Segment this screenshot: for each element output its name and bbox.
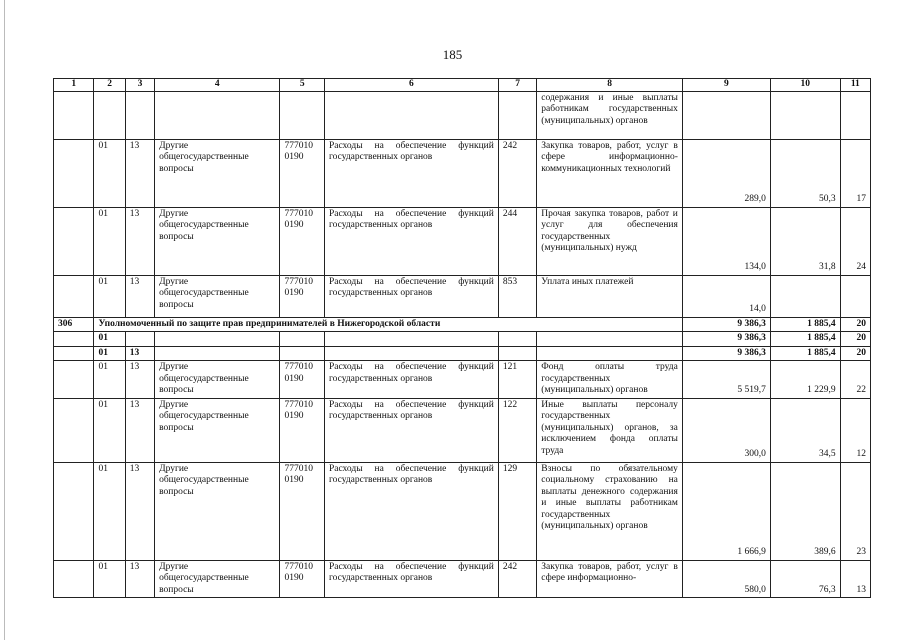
cell-target-article: 777010 0190 <box>280 560 324 598</box>
table-row <box>54 275 871 317</box>
cell-section: 01 <box>94 398 125 462</box>
table-row <box>54 560 871 598</box>
cell-section: 01 <box>94 207 125 275</box>
cell-article-name: Расходы на обеспечение функций государственных органов <box>324 207 498 275</box>
amount-actual <box>770 275 840 317</box>
cell-subsection: 13 <box>125 139 154 207</box>
cell-target-article: 777010 0190 <box>280 207 324 275</box>
cell-subsection-name <box>155 346 280 361</box>
amount-actual: 389,6 <box>770 462 840 560</box>
col-header-9: 9 <box>682 79 770 92</box>
cell-expense-type-name: Закупка товаров, работ, услуг в сфере информационно- <box>537 560 683 598</box>
amount-plan: 9 386,3 <box>682 332 770 347</box>
cell-subsection-name: Другие общегосударственные вопросы <box>155 462 280 560</box>
cell-expense-type: 242 <box>498 560 536 598</box>
cell-expense-type-name: Уплата иных платежей <box>537 275 683 317</box>
amount-actual: 76,3 <box>770 560 840 598</box>
col-header-8: 8 <box>537 79 683 92</box>
table-row <box>54 91 871 139</box>
cell-section <box>94 91 125 139</box>
col-header-2: 2 <box>94 79 125 92</box>
amount-plan: 14,0 <box>682 275 770 317</box>
col-header-1: 1 <box>54 79 94 92</box>
cell-section: 01 <box>94 275 125 317</box>
col-header-6: 6 <box>324 79 498 92</box>
cell-code <box>54 275 94 317</box>
cell-section: 01 <box>94 560 125 598</box>
cell-target-article: 777010 0190 <box>280 361 324 399</box>
cell-code <box>54 207 94 275</box>
cell-code <box>54 91 94 139</box>
cell-target-article <box>280 346 324 361</box>
cell-subsection: 13 <box>125 560 154 598</box>
cell-subsection-name <box>155 91 280 139</box>
cell-expense-type: 242 <box>498 139 536 207</box>
cell-code <box>54 398 94 462</box>
percent-complete: 24 <box>840 207 870 275</box>
cell-code <box>54 361 94 399</box>
cell-subsection-name: Другие общегосударственные вопросы <box>155 275 280 317</box>
col-header-11: 11 <box>840 79 870 92</box>
section-row <box>54 317 871 332</box>
cell-expense-type: 121 <box>498 361 536 399</box>
cell-article-name <box>324 346 498 361</box>
cell-subsection: 13 <box>125 207 154 275</box>
section-title: Уполномоченный по защите прав предпринимателей в Нижегородской области <box>94 317 682 332</box>
amount-plan <box>682 91 770 139</box>
table-row <box>54 361 871 399</box>
percent-complete <box>840 91 870 139</box>
cell-target-article: 777010 0190 <box>280 398 324 462</box>
cell-subsection-name: Другие общегосударственные вопросы <box>155 139 280 207</box>
percent-complete: 20 <box>840 346 870 361</box>
amount-actual: 1 885,4 <box>770 346 840 361</box>
col-header-3: 3 <box>125 79 154 92</box>
cell-expense-type-name <box>537 332 683 347</box>
cell-expense-type <box>498 332 536 347</box>
amount-actual: 1 885,4 <box>770 317 840 332</box>
cell-subsection-name: Другие общегосударственные вопросы <box>155 398 280 462</box>
budget-table <box>53 78 871 598</box>
amount-actual: 31,8 <box>770 207 840 275</box>
cell-expense-type: 122 <box>498 398 536 462</box>
cell-code <box>54 332 94 347</box>
cell-expense-type-name <box>537 346 683 361</box>
percent-complete: 20 <box>840 332 870 347</box>
cell-expense-type <box>498 91 536 139</box>
amount-actual: 1 229,9 <box>770 361 840 399</box>
header-row <box>54 79 871 92</box>
cell-section: 01 <box>94 361 125 399</box>
cell-subsection <box>125 91 154 139</box>
cell-subsection: 13 <box>125 398 154 462</box>
cell-code <box>54 139 94 207</box>
cell-expense-type-name: Закупка товаров, работ, услуг в сфере информационно-коммуникационных технологий <box>537 139 683 207</box>
cell-expense-type: 853 <box>498 275 536 317</box>
amount-actual: 1 885,4 <box>770 332 840 347</box>
amount-plan: 9 386,3 <box>682 346 770 361</box>
cell-expense-type-name: Иные выплаты персоналу государственных (муниципальных) органов, за исключением фонда оплаты труда <box>537 398 683 462</box>
amount-actual: 50,3 <box>770 139 840 207</box>
col-header-7: 7 <box>498 79 536 92</box>
cell-section: 01 <box>94 346 125 361</box>
cell-subsection: 13 <box>125 361 154 399</box>
cell-section: 01 <box>94 139 125 207</box>
table-row <box>54 462 871 560</box>
amount-actual: 34,5 <box>770 398 840 462</box>
cell-expense-type: 129 <box>498 462 536 560</box>
percent-complete: 17 <box>840 139 870 207</box>
cell-article-name <box>324 91 498 139</box>
cell-article-name <box>324 332 498 347</box>
cell-subsection-name <box>155 332 280 347</box>
amount-plan: 134,0 <box>682 207 770 275</box>
cell-expense-type-name: Фонд оплаты труда государственных (муниципальных) органов <box>537 361 683 399</box>
table-row <box>54 207 871 275</box>
cell-target-article <box>280 332 324 347</box>
percent-complete: 13 <box>840 560 870 598</box>
cell-expense-type: 244 <box>498 207 536 275</box>
table-row <box>54 346 871 361</box>
col-header-10: 10 <box>770 79 840 92</box>
cell-target-article: 777010 0190 <box>280 139 324 207</box>
cell-article-name: Расходы на обеспечение функций государственных органов <box>324 275 498 317</box>
cell-section: 01 <box>94 332 125 347</box>
amount-plan: 580,0 <box>682 560 770 598</box>
cell-expense-type-name: Прочая закупка товаров, работ и услуг для обеспечения государственных (муниципальных) нужд <box>537 207 683 275</box>
cell-expense-type <box>498 346 536 361</box>
cell-article-name: Расходы на обеспечение функций государственных органов <box>324 398 498 462</box>
cell-section: 01 <box>94 462 125 560</box>
cell-code <box>54 346 94 361</box>
percent-complete: 23 <box>840 462 870 560</box>
section-code: 306 <box>54 317 94 332</box>
cell-article-name: Расходы на обеспечение функций государственных органов <box>324 560 498 598</box>
cell-target-article: 777010 0190 <box>280 462 324 560</box>
page-edge-line <box>4 0 5 640</box>
col-header-5: 5 <box>280 79 324 92</box>
percent-complete <box>840 275 870 317</box>
cell-article-name: Расходы на обеспечение функций государственных органов <box>324 462 498 560</box>
cell-expense-type-name: содержания и иные выплаты работникам государственных (муниципальных) органов <box>537 91 683 139</box>
cell-code <box>54 560 94 598</box>
page-number: 185 <box>442 47 463 62</box>
table-row <box>54 398 871 462</box>
amount-plan: 5 519,7 <box>682 361 770 399</box>
cell-target-article: 777010 0190 <box>280 275 324 317</box>
percent-complete: 12 <box>840 398 870 462</box>
cell-subsection-name: Другие общегосударственные вопросы <box>155 207 280 275</box>
cell-article-name: Расходы на обеспечение функций государственных органов <box>324 361 498 399</box>
cell-expense-type-name: Взносы по обязательному социальному страхованию на выплаты денежного содержания и иные выплаты работникам государственных (муниципальных) органов <box>537 462 683 560</box>
percent-complete: 20 <box>840 317 870 332</box>
cell-subsection: 13 <box>125 462 154 560</box>
cell-subsection: 13 <box>125 346 154 361</box>
amount-plan: 9 386,3 <box>682 317 770 332</box>
amount-plan: 289,0 <box>682 139 770 207</box>
amount-plan: 300,0 <box>682 398 770 462</box>
cell-subsection <box>125 332 154 347</box>
cell-article-name: Расходы на обеспечение функций государственных органов <box>324 139 498 207</box>
col-header-4: 4 <box>155 79 280 92</box>
table-row <box>54 139 871 207</box>
amount-actual <box>770 91 840 139</box>
cell-target-article <box>280 91 324 139</box>
amount-plan: 1 666,9 <box>682 462 770 560</box>
table-row <box>54 332 871 347</box>
cell-subsection: 13 <box>125 275 154 317</box>
percent-complete: 22 <box>840 361 870 399</box>
cell-code <box>54 462 94 560</box>
cell-subsection-name: Другие общегосударственные вопросы <box>155 361 280 399</box>
table-body <box>54 79 871 598</box>
cell-subsection-name: Другие общегосударственные вопросы <box>155 560 280 598</box>
